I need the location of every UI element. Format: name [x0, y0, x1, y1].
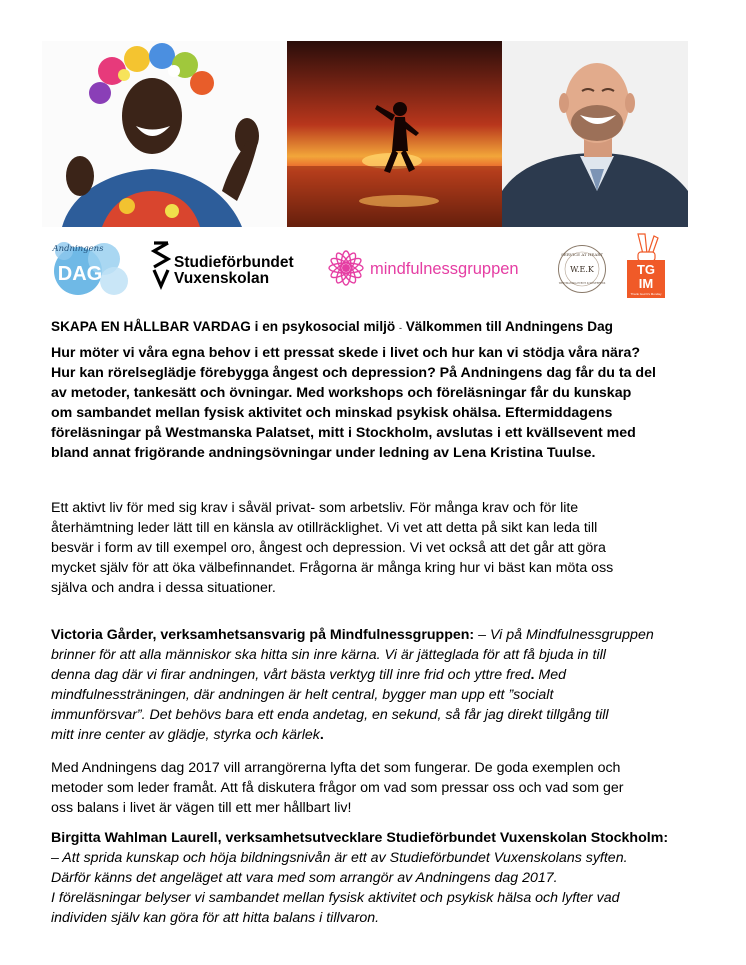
wek-service-at-heart-logo: [557, 244, 607, 294]
tgim-tag-text: Thank God It's Monday: [630, 292, 662, 296]
mindfulnessgruppen-logo: [326, 248, 541, 288]
intro-line: bland annat frigörande andningsövningar under ledning av Lena Kristina Tuulse.: [51, 445, 596, 461]
intro-line: föreläsningar på Westmanska Palatset, mitt i Stockholm, avslutas i ett kvällsevent med: [51, 425, 636, 441]
quote2-line: I föreläsningar belyser vi sambandet mellan fysisk aktivitet och psykisk hälsa och lyfter vad: [51, 890, 620, 906]
tgim-line1-text: TG: [636, 262, 656, 277]
quote1-line1: Vi på Mindfulnessgruppen: [489, 627, 654, 643]
andningens-top-text: Andningens: [52, 244, 104, 254]
body1-line: mycket själv för att öka välbefinnandet. Frågorna är många kring hur vi bäst kan möta oss: [51, 560, 614, 576]
body-paragraph-2: [51, 758, 699, 818]
quote1-line6: mitt inre center av glädje, styrka och kärlek: [51, 727, 320, 743]
quote1-line2: brinner för att alla människor ska hitta sin inre kärna. Vi är jätteglada för att få bjuda in till: [51, 647, 606, 663]
sv-line1-text: Studieförbundet: [174, 254, 294, 271]
quote1-line4: mindfulnessträningen, där andningen är helt central, bygger man upp ett ”socialt: [51, 687, 554, 703]
andningens-dag-logo: [52, 237, 136, 297]
headline-left: SKAPA EN HÅLLBAR VARDAG i en psykosocial miljö: [51, 319, 396, 334]
quote2-speaker: Birgitta Wahlman Laurell, verksamhetsutvecklare Studieförbundet Vuxenskolan Stockholm:: [51, 830, 669, 846]
intro-line: Hur möter vi våra egna behov i ett pressat skede i livet och hur kan vi stödja våra nära?: [51, 345, 640, 361]
quote1-dash: –: [478, 627, 486, 643]
quote1-line3: denna dag där vi firar andningen, vårt bästa verktyg till inre frid och yttre fred: [51, 667, 531, 683]
quote1-line5: immunförsvar”. Det behövs bara ett enda andetag, en sekund, så får jag direkt tillgång till: [51, 707, 609, 723]
andningens-main-text: DAG: [57, 263, 103, 285]
body2-line: oss balans i livet är vägen till ett mer hållbart liv!: [51, 800, 352, 816]
quote1-line3-period: .: [530, 667, 535, 683]
intro-paragraph: [51, 343, 699, 463]
wek-top-text: SERVICE AT HEART: [561, 252, 603, 257]
wek-main-text: W.E.K: [570, 265, 594, 274]
headline: [51, 319, 699, 334]
wek-bottom-text: WESTMANSKA EVENT & KONFERENS: [558, 282, 606, 285]
intro-line: Hur kan rörelseglädje förebygga ångest och depression? På Andningens dag får du ta del: [51, 365, 656, 381]
quote2-line: – Att sprida kunskap och höja bildningsnivån är ett av Studieförbundet Vuxenskolans syften.: [51, 850, 628, 866]
body2-line: Med Andningens dag 2017 vill arrangörerna lyfta det som fungerar. De goda exemplen och: [51, 760, 621, 776]
intro-line: om sambandet mellan fysisk aktivitet och minskad psykisk ohälsa. Eftermiddagens: [51, 405, 613, 421]
tgim-line2-text: IM: [638, 276, 654, 291]
quote1-line3-tail: Med: [538, 667, 566, 683]
photo-man-laughing: [502, 41, 688, 227]
studieforbundet-vuxenskolan-logo: [151, 240, 316, 290]
tgim-logo: [621, 232, 671, 300]
headline-right: Välkommen till Andningens Dag: [405, 319, 613, 334]
sv-line2-text: Vuxenskolan: [174, 270, 270, 287]
body1-line: besvär i form av till exempel oro, ångest och depression. Vi vet också att det går att göra: [51, 540, 606, 556]
quote2-line: individen själv kan göra för att hitta balans i tillvaron.: [51, 910, 380, 926]
body1-line: själva och andra i dessa situationer.: [51, 580, 276, 596]
photo-woman-laughing: [42, 41, 287, 227]
quote1-speaker: Victoria Gårder, verksamhetsansvarig på Mindfulnessgruppen:: [51, 627, 475, 643]
quote-birgitta: [51, 828, 699, 928]
photo-sunset-jump: [287, 41, 502, 227]
quote1-line6-period: .: [319, 727, 324, 743]
body1-line: återhämtning leder lätt till en känsla av otillräcklighet. Vi vet att detta på sikt kan leda till: [51, 520, 598, 536]
quote-victoria: [51, 625, 699, 745]
body-paragraph-1: [51, 498, 699, 598]
body2-line: metoder som leder framåt. Att få diskutera frågor om vad som pressar oss och vad som ger: [51, 780, 624, 796]
quote2-line: Därför känns det angeläget att vara med som arrangör av Andningens dag 2017.: [51, 870, 558, 886]
body1-line: Ett aktivt liv för med sig krav i såväl privat- som arbetsliv. För många krav och för lite: [51, 500, 579, 516]
intro-line: av metoder, tankesätt och övningar. Med workshops och föreläsningar får du kunskap: [51, 385, 632, 401]
headline-separator: -: [398, 323, 402, 333]
mindfulness-text: mindfulnessgruppen: [370, 260, 519, 278]
